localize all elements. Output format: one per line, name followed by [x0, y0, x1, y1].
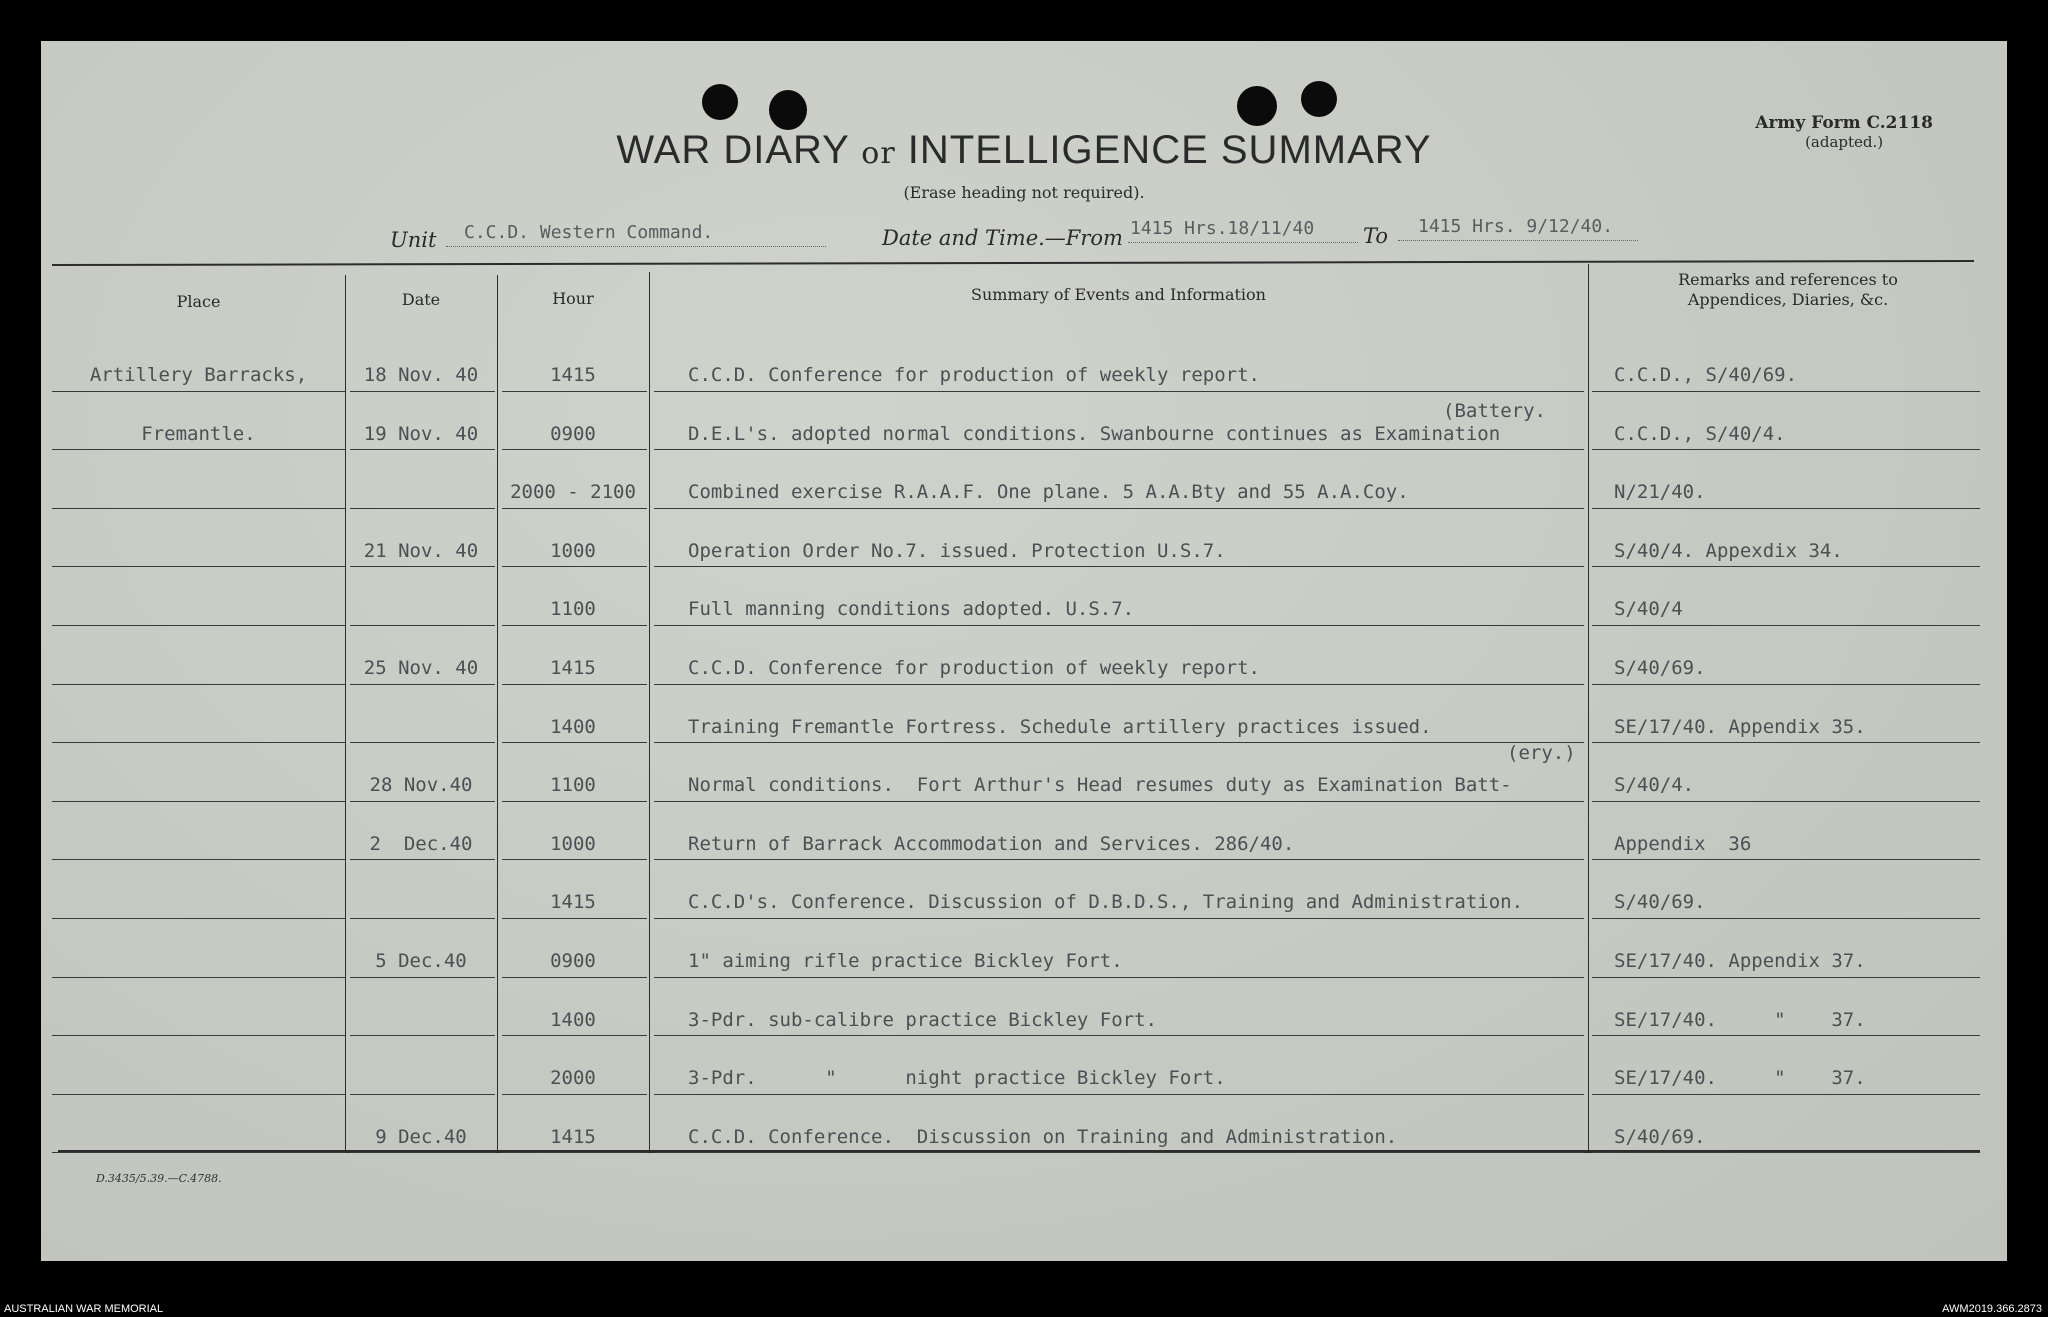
row-rule [350, 977, 495, 978]
entry-hour: 1000 [550, 833, 596, 855]
entry-summary: Operation Order No.7. issued. Protection U.S.7. [688, 540, 1226, 562]
carry-over-note-battery: (Battery. [1443, 400, 1546, 422]
entry-summary: C.C.D's. Conference. Discussion of D.B.D.S., Training and Administration. [688, 891, 1524, 913]
row-rule [502, 566, 647, 567]
column-header-summary: Summary of Events and Information [971, 285, 1266, 304]
entry-summary: C.C.D. Conference. Discussion on Training and Administration. [688, 1126, 1398, 1148]
row-rule [350, 449, 495, 450]
row-rule [52, 508, 345, 509]
row-rule [350, 801, 495, 802]
row-rule [1592, 625, 1980, 626]
row-rule [654, 918, 1584, 919]
row-rule [52, 1035, 345, 1036]
carry-over-note-ery: (ery.) [1507, 742, 1576, 764]
row-rule [1592, 801, 1980, 802]
row-rule [654, 684, 1584, 685]
entry-summary: C.C.D. Conference for production of weekly report. [688, 364, 1260, 386]
row-rule [654, 859, 1584, 860]
punch-hole [769, 90, 807, 130]
to-label: To [1363, 224, 1389, 248]
to-dotted-line [1398, 240, 1638, 241]
entry-remarks: Appendix 36 [1614, 833, 1752, 855]
row-rule [502, 508, 647, 509]
row-rule [350, 1152, 495, 1153]
entry-remarks: N/21/40. [1614, 481, 1706, 503]
row-rule [1592, 1094, 1980, 1095]
unit-value: C.C.D. Western Command. [464, 222, 714, 243]
row-rule [1592, 508, 1980, 509]
row-rule [52, 977, 345, 978]
entry-summary: Combined exercise R.A.A.F. One plane. 5 A.A.Bty and 55 A.A.Coy. [688, 481, 1409, 503]
entry-summary: 1" aiming rifle practice Bickley Fort. [688, 950, 1123, 972]
from-dotted-line [1128, 242, 1358, 243]
entry-remarks: C.C.D., S/40/69. [1614, 364, 1798, 386]
form-number: Army Form C.2118 [1755, 113, 1933, 133]
row-rule [350, 684, 495, 685]
column-divider [345, 275, 346, 1150]
row-rule [52, 625, 345, 626]
row-rule [52, 742, 345, 743]
entry-remarks: S/40/4. Appexdix 34. [1614, 540, 1843, 562]
row-rule [1592, 977, 1980, 978]
unit-dotted-line [446, 246, 826, 247]
entry-hour: 2000 - 2100 [510, 481, 636, 503]
row-rule [1592, 684, 1980, 685]
page-title [0, 128, 2048, 173]
column-header-date: Date [401, 290, 441, 309]
entry-date: 19 Nov. 40 [363, 423, 479, 445]
entry-remarks: S/40/4. [1614, 774, 1695, 796]
title-war-diary: WAR DIARY [616, 128, 850, 172]
entry-hour: 1400 [550, 716, 596, 738]
entry-place: Artillery Barracks, [89, 364, 308, 386]
remarks-header-line-1: Remarks and references to [1678, 270, 1898, 289]
entry-remarks: SE/17/40. Appendix 37. [1614, 950, 1866, 972]
entry-hour: 1415 [550, 364, 596, 386]
entry-hour: 1415 [550, 1126, 596, 1148]
row-rule [350, 391, 495, 392]
row-rule [52, 1094, 345, 1095]
row-rule [350, 742, 495, 743]
row-rule [654, 742, 1584, 743]
title-or: or [861, 136, 896, 171]
entry-date: 5 Dec.40 [375, 950, 467, 972]
row-rule [52, 684, 345, 685]
entry-summary: Full manning conditions adopted. U.S.7. [688, 598, 1135, 620]
row-rule [654, 508, 1584, 509]
entry-summary: 3-Pdr. " night practice Bickley Fort. [688, 1067, 1226, 1089]
entry-summary: Training Fremantle Fortress. Schedule artillery practices issued. [688, 716, 1432, 738]
row-rule [502, 684, 647, 685]
print-reference: D.3435/5.39.—C.4788. [96, 1172, 222, 1185]
row-rule [1592, 918, 1980, 919]
punch-hole [1237, 86, 1277, 126]
row-rule [502, 391, 647, 392]
row-rule [1592, 566, 1980, 567]
entry-remarks: S/40/69. [1614, 1126, 1706, 1148]
entry-remarks: C.C.D., S/40/4. [1614, 423, 1786, 445]
row-rule [1592, 1152, 1980, 1153]
row-rule [502, 977, 647, 978]
row-rule [1592, 742, 1980, 743]
entry-date: 18 Nov. 40 [363, 364, 479, 386]
entry-hour: 1415 [550, 891, 596, 913]
row-rule [654, 1152, 1584, 1153]
punch-hole [1301, 81, 1337, 117]
entry-hour: 1100 [550, 774, 596, 796]
entry-date: 9 Dec.40 [375, 1126, 467, 1148]
row-rule [52, 566, 345, 567]
row-rule [502, 859, 647, 860]
row-rule [52, 859, 345, 860]
row-rule [52, 918, 345, 919]
row-rule [350, 1094, 495, 1095]
column-header-place: Place [176, 292, 221, 311]
row-rule [654, 449, 1584, 450]
row-rule [1592, 859, 1980, 860]
entry-hour: 1415 [550, 657, 596, 679]
entry-date: 21 Nov. 40 [363, 540, 479, 562]
row-rule [502, 625, 647, 626]
from-value: 1415 Hrs.18/11/40 [1130, 218, 1315, 239]
row-rule [502, 801, 647, 802]
row-rule [502, 918, 647, 919]
entry-summary: Return of Barrack Accommodation and Services. 286/40. [688, 833, 1295, 855]
row-rule [1592, 391, 1980, 392]
row-rule [502, 1035, 647, 1036]
army-form-number [1755, 113, 1933, 151]
credit-bar [0, 1296, 2048, 1317]
credit-right: AWM2019.366.2873 [1942, 1303, 2042, 1315]
row-rule [350, 566, 495, 567]
row-rule [1592, 449, 1980, 450]
entry-summary: Normal conditions. Fort Arthur's Head resumes duty as Examination Batt- [688, 774, 1512, 796]
row-rule [654, 391, 1584, 392]
row-rule [350, 918, 495, 919]
entry-remarks: S/40/4 [1614, 598, 1683, 620]
entry-summary: 3-Pdr. sub-calibre practice Bickley Fort. [688, 1009, 1157, 1031]
row-rule [350, 508, 495, 509]
credit-left: AUSTRALIAN WAR MEMORIAL [4, 1303, 164, 1315]
row-rule [654, 801, 1584, 802]
row-rule [654, 1094, 1584, 1095]
entry-hour: 2000 [550, 1067, 596, 1089]
row-rule [52, 449, 345, 450]
entry-hour: 1000 [550, 540, 596, 562]
entry-place: Fremantle. [141, 423, 256, 445]
row-rule [654, 566, 1584, 567]
entry-hour: 0900 [550, 950, 596, 972]
entry-hour: 1100 [550, 598, 596, 620]
entry-date: 28 Nov.40 [369, 774, 473, 796]
title-intelligence-summary: INTELLIGENCE SUMMARY [907, 128, 1432, 172]
remarks-header-line-2: Appendices, Diaries, &c. [1687, 290, 1889, 309]
entry-date: 2 Dec.40 [369, 833, 473, 855]
row-rule [502, 1094, 647, 1095]
entry-remarks: S/40/69. [1614, 657, 1706, 679]
entry-hour: 1400 [550, 1009, 596, 1031]
entry-hour: 0900 [550, 423, 596, 445]
row-rule [502, 1152, 647, 1153]
row-rule [502, 742, 647, 743]
column-header-remarks [1588, 270, 1988, 310]
row-rule [350, 859, 495, 860]
datetime-label: Date and Time.—From [882, 226, 1123, 250]
column-divider [649, 272, 650, 1150]
entry-remarks: SE/17/40. Appendix 35. [1614, 716, 1866, 738]
entry-remarks: SE/17/40. " 37. [1614, 1067, 1866, 1089]
entry-summary: C.C.D. Conference for production of weekly report. [688, 657, 1260, 679]
row-rule [1592, 1035, 1980, 1036]
punch-hole [702, 84, 738, 120]
row-rule [654, 977, 1584, 978]
row-rule [654, 1035, 1584, 1036]
column-divider [1588, 264, 1589, 1150]
row-rule [654, 625, 1584, 626]
to-value: 1415 Hrs. 9/12/40. [1418, 216, 1614, 237]
entry-summary: D.E.L's. adopted normal conditions. Swanbourne continues as Examination [688, 423, 1501, 445]
row-rule [350, 625, 495, 626]
row-rule [502, 449, 647, 450]
row-rule [52, 1152, 345, 1153]
form-adapted: (adapted.) [1805, 133, 1884, 151]
entry-remarks: SE/17/40. " 37. [1614, 1009, 1866, 1031]
column-header-hour: Hour [552, 289, 594, 308]
row-rule [52, 391, 345, 392]
entry-remarks: S/40/69. [1614, 891, 1706, 913]
page-subtitle: (Erase heading not required). [903, 183, 1145, 202]
unit-label: Unit [390, 228, 437, 252]
entry-date: 25 Nov. 40 [363, 657, 479, 679]
row-rule [52, 801, 345, 802]
row-rule [350, 1035, 495, 1036]
